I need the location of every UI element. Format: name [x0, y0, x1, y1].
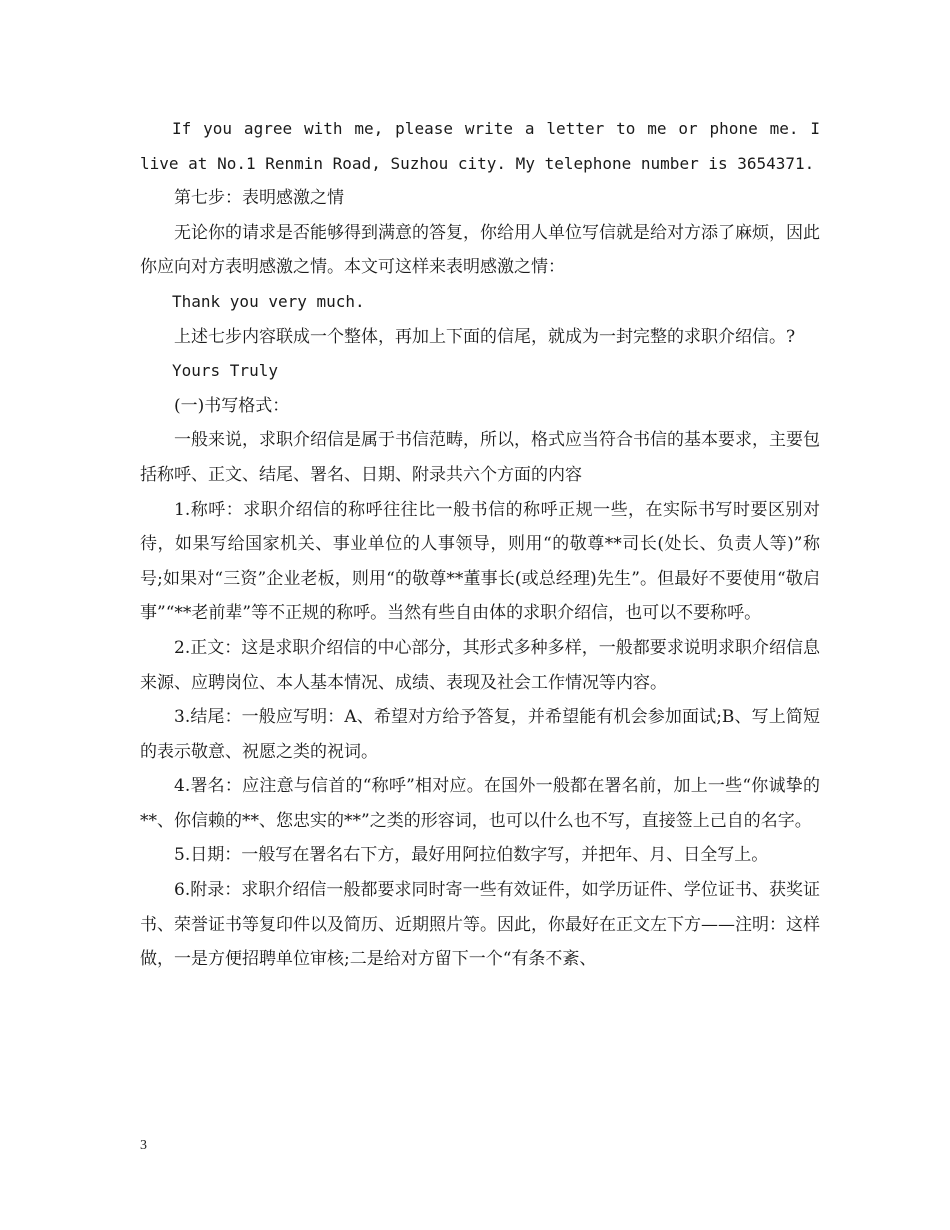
- closing-signoff-line: Yours Truly: [172, 361, 278, 381]
- document-body: [140, 112, 820, 977]
- signature-section-paragraph: 4.署名：应注意与信首的“称呼”相对应。在国外一般都在署名前，加上一些“你诚挚的**、你信赖的**、您忠实的**”之类的形容词，也可以什么也不写，直接签上己自的名字。: [140, 776, 820, 831]
- appendix-section-paragraph: 6.附录：求职介绍信一般都要求同时寄一些有效证件，如学历证件、学位证书、获奖证书、荣誉证书等复印件以及简历、近期照片等。因此，你最好在正文左下方——注明：这样做，一是方便招聘单位审核;二是给对方留下一个“有条不紊、: [140, 880, 820, 970]
- ending-section-paragraph: 3.结尾：一般应写明：A、希望对方给予答复，并希望能有机会参加面试;B、写上简短的表示敬意、祝愿之类的祝词。: [140, 707, 820, 762]
- salutation-section-paragraph: 1.称呼：求职介绍信的称呼往往比一般书信的称呼正规一些，在实际书写时要区别对待，如果写给国家机关、事业单位的人事领导，则用“的敬尊**司长(处长、负责人等)”称号;如果对“三资”企业老板，则用“的敬尊**董事长(或总经理)先生”。但最好不要使用“敬启事”“**老前辈”等不正规的称呼。当然有些自由体的求职介绍信，也可以不要称呼。: [140, 499, 820, 624]
- seven-steps-summary-paragraph: 上述七步内容联成一个整体，再加上下面的信尾，就成为一封完整的求职介绍信。?: [174, 326, 796, 347]
- date-section-paragraph: 5.日期：一般写在署名右下方，最好用阿拉伯数字写，并把年、月、日全写上。: [174, 845, 769, 866]
- english-thanks-line: Thank you very much.: [172, 291, 365, 311]
- body-section-paragraph: 2.正文：这是求职介绍信的中心部分，其形式多种多样，一般都要求说明求职介绍信息来源、应聘岗位、本人基本情况、成绩、表现及社会工作情况等内容。: [140, 637, 820, 693]
- page-number: 3: [140, 1138, 147, 1153]
- format-overview-paragraph: 一般来说，求职介绍信是属于书信范畴，所以，格式应当符合书信的基本要求，主要包括称呼、正文、结尾、署名、日期、附录共六个方面的内容: [140, 430, 820, 485]
- gratitude-explanation-paragraph: 无论你的请求是否能够得到满意的答复，你给用人单位写信就是给对方添了麻烦，因此你应向对方表明感激之情。本文可这样来表明感激之情：: [140, 222, 820, 278]
- english-contact-paragraph: If you agree with me, please write a letter to me or phone me. I live at No.1 Renmin Road, Suzhou city. My telephone number is 3654371.: [140, 119, 820, 173]
- writing-format-heading: (一)书写格式：: [174, 395, 290, 416]
- step-seven-heading: 第七步：表明感激之情: [174, 188, 344, 209]
